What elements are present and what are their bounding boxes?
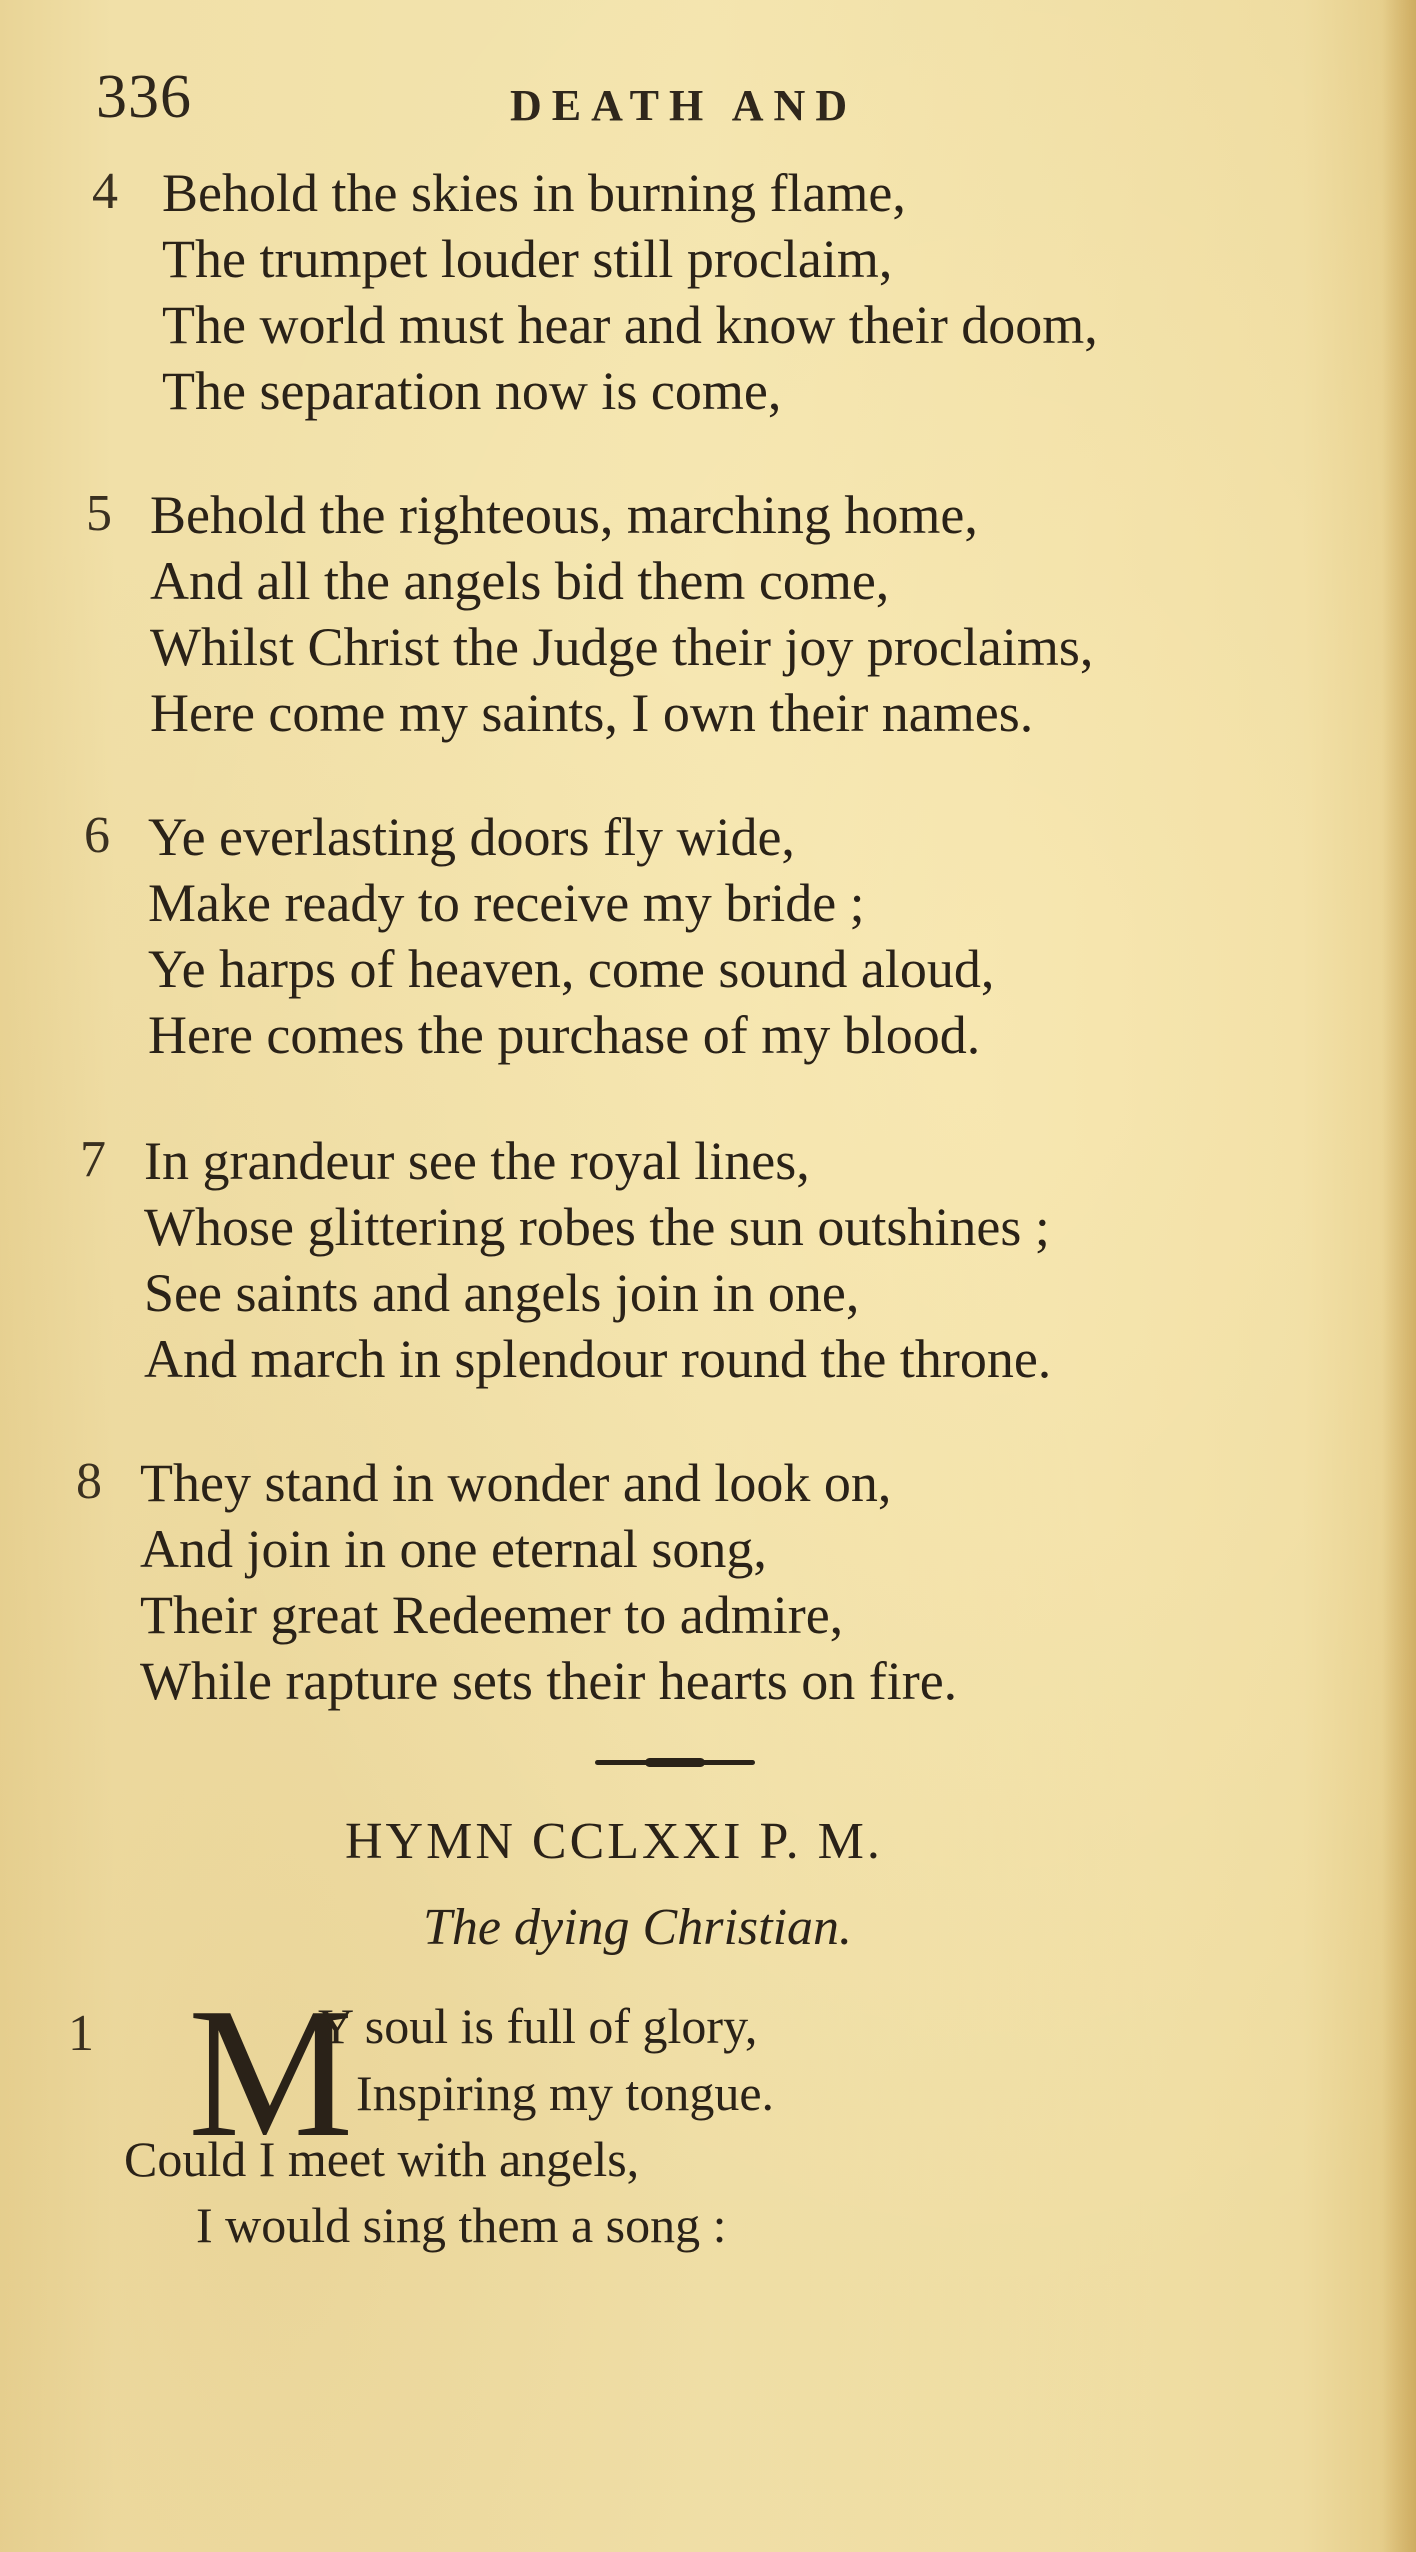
verse-line: And march in splendour round the throne. (144, 1329, 1052, 1389)
verse-line: I would sing them a song : (196, 2197, 727, 2253)
verse-line: Behold the skies in burning flame, (162, 163, 906, 223)
verse-line: They stand in wonder and look on, (140, 1453, 892, 1513)
verse-line: While rapture sets their hearts on fire. (140, 1651, 958, 1711)
verse-line: Ye harps of heaven, come sound aloud, (148, 939, 995, 999)
verse-number: 4 (92, 163, 118, 220)
verse-line: In grandeur see the royal lines, (144, 1131, 810, 1191)
verse-line: The separation now is come, (162, 361, 782, 421)
verse-number: 1 (68, 2005, 94, 2062)
running-title: DEATH AND (510, 81, 858, 130)
verse-line: And all the angels bid them come, (150, 551, 890, 611)
verse-number: 7 (80, 1131, 106, 1188)
page-header (0, 62, 1416, 142)
hymn-title: HYMN CCLXXI P. M. (345, 1813, 883, 1870)
page-number: 336 (96, 63, 192, 131)
verse-line: Y soul is full of glory, (318, 1998, 758, 2054)
verse-line: Whilst Christ the Judge their joy proclaims, (150, 617, 1094, 677)
verse-line: The trumpet louder still proclaim, (162, 229, 893, 289)
drop-cap: M (188, 1970, 354, 2176)
verse-line: See saints and angels join in one, (144, 1263, 860, 1323)
verse-number: 8 (76, 1453, 102, 1510)
verse-number: 5 (86, 485, 112, 542)
verse-line: Inspiring my tongue. (356, 2065, 775, 2121)
verse-line: And join in one eternal song, (140, 1519, 767, 1579)
verse-line: Whose glittering robes the sun outshines ; (144, 1197, 1050, 1257)
verse-line: Make ready to receive my bride ; (148, 873, 865, 933)
page-edge-shadow (1382, 0, 1416, 2552)
verse-line: Here come my saints, I own their names. (150, 683, 1034, 743)
verse-line: Ye everlasting doors fly wide, (148, 807, 795, 867)
verse-line: Could I meet with angels, (124, 2131, 640, 2187)
verse-line: Here comes the purchase of my blood. (148, 1005, 981, 1065)
hymn-subtitle: The dying Christian. (423, 1899, 853, 1956)
section-divider (595, 1760, 755, 1765)
verse-line: Behold the righteous, marching home, (150, 485, 978, 545)
verse-line: The world must hear and know their doom, (162, 295, 1098, 355)
verse-number: 6 (84, 807, 110, 864)
verse-line: Their great Redeemer to admire, (140, 1585, 844, 1645)
